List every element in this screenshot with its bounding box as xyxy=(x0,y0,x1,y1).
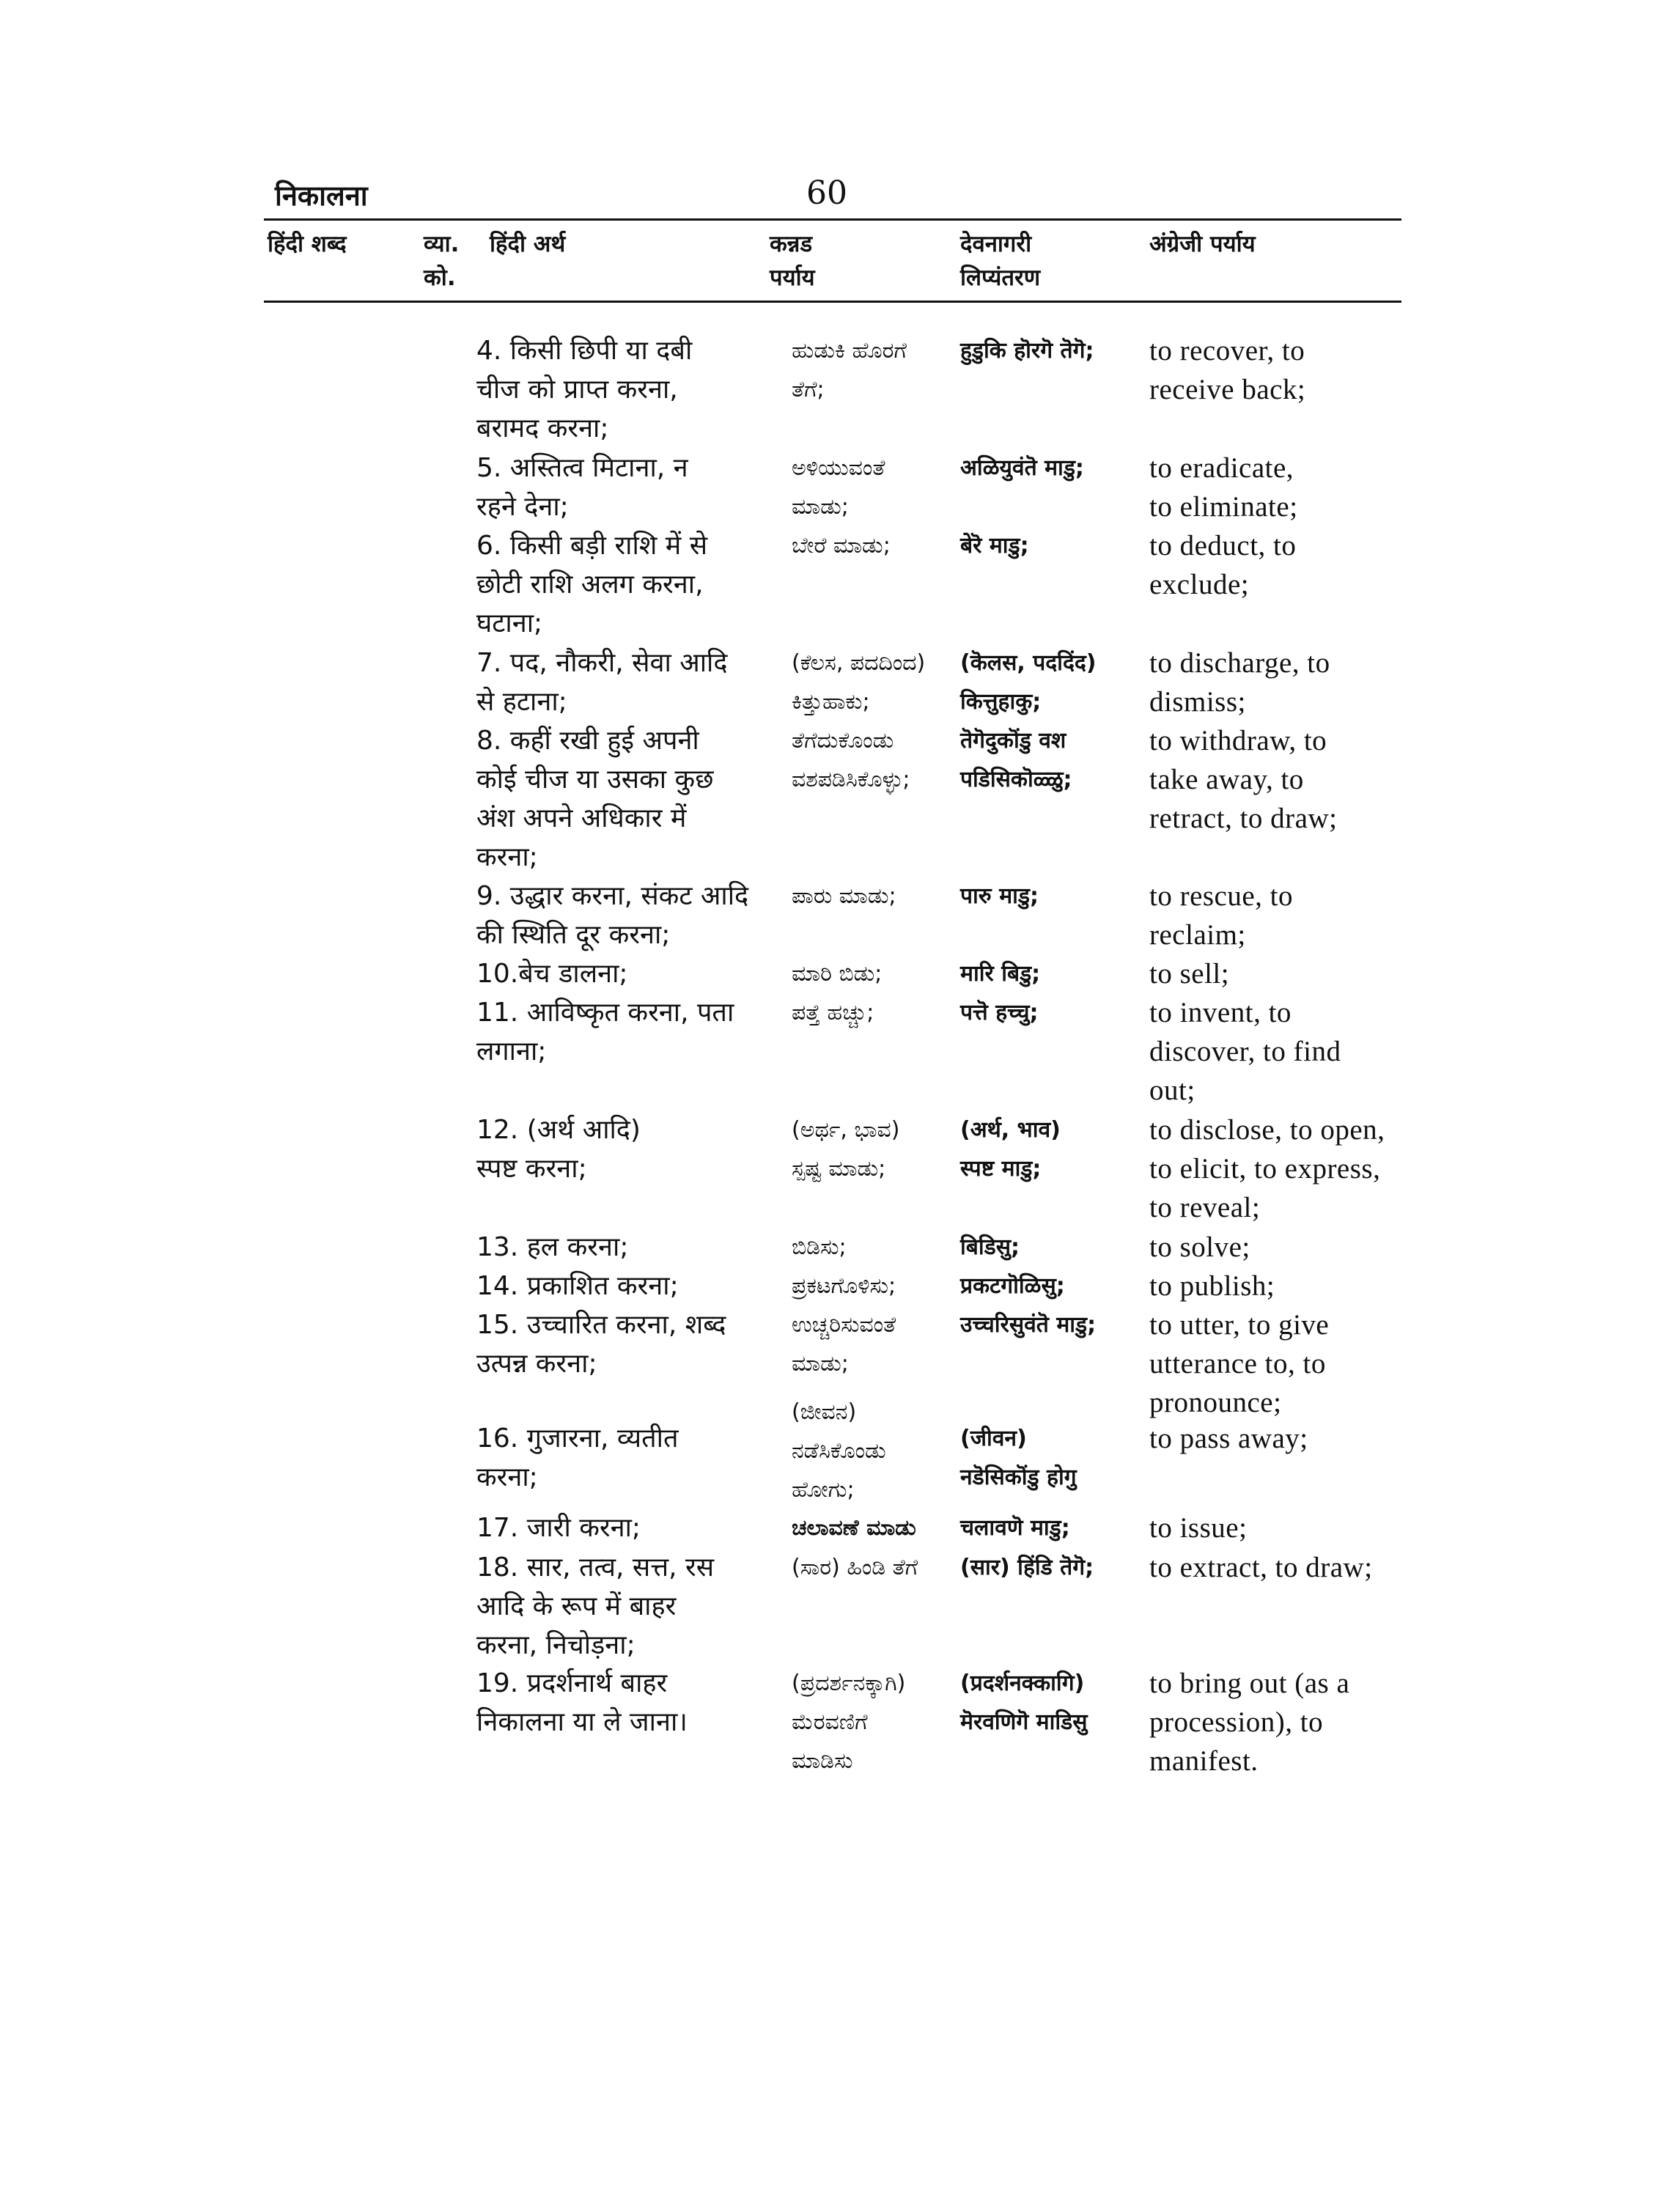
entry-kannada: ಪತ್ತೆ ಹಚ್ಚು; xyxy=(792,1000,874,1025)
column-head-english: अंग्रेजी पर्याय xyxy=(1149,231,1256,257)
entry-english: to disclose, to open, to elicit, to express, to reveal; xyxy=(1149,1114,1385,1223)
entry-hindi-meaning: 12. (अर्थ आदि) स्पष्ट करना; xyxy=(476,1115,641,1184)
entry-kannada: ಬೇರೆ ಮಾಡು; xyxy=(792,533,891,559)
entry-hindi-meaning: 7. पद, नौकरी, सेवा आदि से हटाना; xyxy=(476,648,728,717)
entry-kannada: (ಸಾರ) ಹಿಂಡಿ ತೆಗೆ xyxy=(792,1555,918,1580)
entry-devanagari: अळियुवंतॆ माडु; xyxy=(960,455,1084,481)
entry-english: to rescue, to reclaim; xyxy=(1149,880,1294,951)
entry-hindi-meaning: 13. हल करना; xyxy=(476,1232,629,1262)
entry-kannada: ಪ್ರಕಟಗೊಳಿಸು; xyxy=(792,1273,896,1299)
header-bottom-rule xyxy=(264,301,1401,303)
entry-kannada: ಚಲಾವಣೆ ಮಾಡು xyxy=(792,1515,916,1541)
entry-hindi-meaning: 4. किसी छिपी या दबी चीज को प्राप्त करना, बरामद करना; xyxy=(476,336,693,443)
running-headword: निकालना xyxy=(275,180,368,212)
entry-kannada: ಮಾರಿ ಬಿಡು; xyxy=(792,961,883,987)
page-header xyxy=(275,176,1404,220)
entry-kannada: (ಜೀವನ) ನಡೆಸಿಕೊಂಡು ಹೋಗು; xyxy=(792,1399,886,1503)
entry-devanagari: प्रकटगॊळिसु; xyxy=(960,1273,1065,1299)
entry-devanagari: (प्रदर्शनक्कागि) मॆरवणिगॆ माडिसु xyxy=(960,1671,1088,1735)
entry-kannada: ಅಳಿಯುವಂತೆ ಮಾಡು; xyxy=(792,455,885,520)
entry-kannada: ಪಾರು ಮಾಡು; xyxy=(792,883,896,909)
entry-hindi-meaning: 16. गुजारना, व्यतीत करना; xyxy=(476,1423,679,1492)
entry-devanagari: उच्चरिसुवंतॆ माडु; xyxy=(960,1312,1097,1338)
entry-hindi-meaning: 17. जारी करना; xyxy=(476,1513,641,1543)
entry-hindi-meaning: 15. उच्चारित करना, शब्द उत्पन्न करना; xyxy=(476,1310,726,1379)
entry-english: to invent, to discover, to find out; xyxy=(1149,997,1341,1106)
column-head-kannada: कन्नड पर्याय xyxy=(770,231,815,291)
entry-devanagari: (जीवन) नडॆसिकॊंडु होगु xyxy=(960,1426,1077,1490)
entry-kannada: ಹುಡುಕಿ ಹೊರಗೆ ತೆಗೆ; xyxy=(792,338,907,402)
entry-english: to recover, to receive back; xyxy=(1149,335,1306,405)
column-head-devanagari: देवनागरी लिप्यंतरण xyxy=(960,231,1041,291)
entry-kannada: (ಪ್ರದರ್ಶನಕ್ಕಾಗಿ) ಮೆರವಣಿಗೆ ಮಾಡಿಸು xyxy=(792,1671,906,1774)
entry-kannada: (ಕೆಲಸ, ಪದದಿಂದ) ಕಿತ್ತುಹಾಕು; xyxy=(792,650,926,715)
entry-hindi-meaning: 14. प्रकाशित करना; xyxy=(476,1271,679,1301)
entry-english: to issue; xyxy=(1149,1512,1248,1544)
column-head-hindi-word: हिंदी शब्द xyxy=(268,231,347,257)
entry-devanagari: (सार) हिंडि तॆगॆ; xyxy=(960,1555,1094,1580)
entry-english: to pass away; xyxy=(1149,1423,1308,1454)
entry-english: to discharge, to dismiss; xyxy=(1149,647,1330,718)
entry-hindi-meaning: 9. उद्धार करना, संकट आदि की स्थिति दूर करना; xyxy=(476,881,749,950)
entry-hindi-meaning: 19. प्रदर्शनार्थ बाहर निकालना या ले जाना। xyxy=(476,1668,688,1737)
entry-devanagari: पत्तॆ हच्चु; xyxy=(960,1000,1039,1025)
entry-english: to publish; xyxy=(1149,1270,1275,1302)
entry-devanagari: तॆगॆदुकॊंडु वश पडिसिकॊळ्ळु; xyxy=(960,728,1072,792)
entry-hindi-meaning: 11. आविष्कृत करना, पता लगाना; xyxy=(476,998,734,1067)
entry-english: to extract, to draw; xyxy=(1149,1552,1373,1583)
entry-devanagari: हुडुकि हॊरगॆ तॆगॆ; xyxy=(960,338,1094,364)
entry-hindi-meaning: 8. कहीं रखी हुई अपनी कोई चीज या उसका कुछ अंश अपने अधिकार में करना; xyxy=(476,726,714,872)
entry-devanagari: बिडिसु; xyxy=(960,1234,1020,1260)
entry-english: to utter, to give utterance to, to pronounce; xyxy=(1149,1309,1330,1418)
entry-english: to deduct, to exclude; xyxy=(1149,530,1297,600)
entry-devanagari: (कॆलस, पददिंद) कित्तुहाकु; xyxy=(960,650,1097,715)
entry-devanagari: मारि बिडु; xyxy=(960,961,1041,987)
entry-devanagari: बेरॆ माडु; xyxy=(960,533,1029,559)
entry-kannada: ಬಿಡಿಸು; xyxy=(792,1234,847,1260)
header-top-rule xyxy=(264,218,1401,221)
entry-hindi-meaning: 6. किसी बड़ी राशि में से छोटी राशि अलग करना, घटाना; xyxy=(476,531,708,638)
column-head-grammar: व्या. को. xyxy=(424,231,460,291)
page-number: 60 xyxy=(806,174,847,212)
entry-hindi-meaning: 18. सार, तत्व, सत्त, रस आदि के रूप में बाहर करना, निचोड़ना; xyxy=(476,1552,715,1660)
entry-kannada: ತೆಗೆದುಕೊಂಡು ವಶಪಡಿಸಿಕೊಳ್ಳು; xyxy=(792,728,910,792)
column-head-hindi-meaning: हिंदी अर्थ xyxy=(490,231,566,257)
entry-devanagari: (अर्थ, भाव) स्पष्ट माडु; xyxy=(960,1117,1061,1182)
entry-devanagari: पारु माडु; xyxy=(960,883,1039,909)
entry-english: to sell; xyxy=(1149,958,1230,990)
entry-english: to withdraw, to take away, to retract, to draw; xyxy=(1149,725,1338,834)
entry-hindi-meaning: 10.बेच डालना; xyxy=(476,959,628,989)
entry-english: to bring out (as a procession), to manifest. xyxy=(1149,1668,1350,1777)
entry-english: to eradicate, to eliminate; xyxy=(1149,452,1298,523)
entry-devanagari: चलावणॆ माडु; xyxy=(960,1515,1070,1541)
entry-kannada: ಉಚ್ಚರಿಸುವಂತೆ ಮಾಡು; xyxy=(792,1312,896,1377)
entry-hindi-meaning: 5. अस्तित्व मिटाना, न रहने देना; xyxy=(476,453,688,522)
entry-english: to solve; xyxy=(1149,1231,1250,1263)
entry-kannada: (ಅರ್ಥ, ಭಾವ) ಸ್ಪಷ್ಟ ಮಾಡು; xyxy=(792,1117,900,1182)
